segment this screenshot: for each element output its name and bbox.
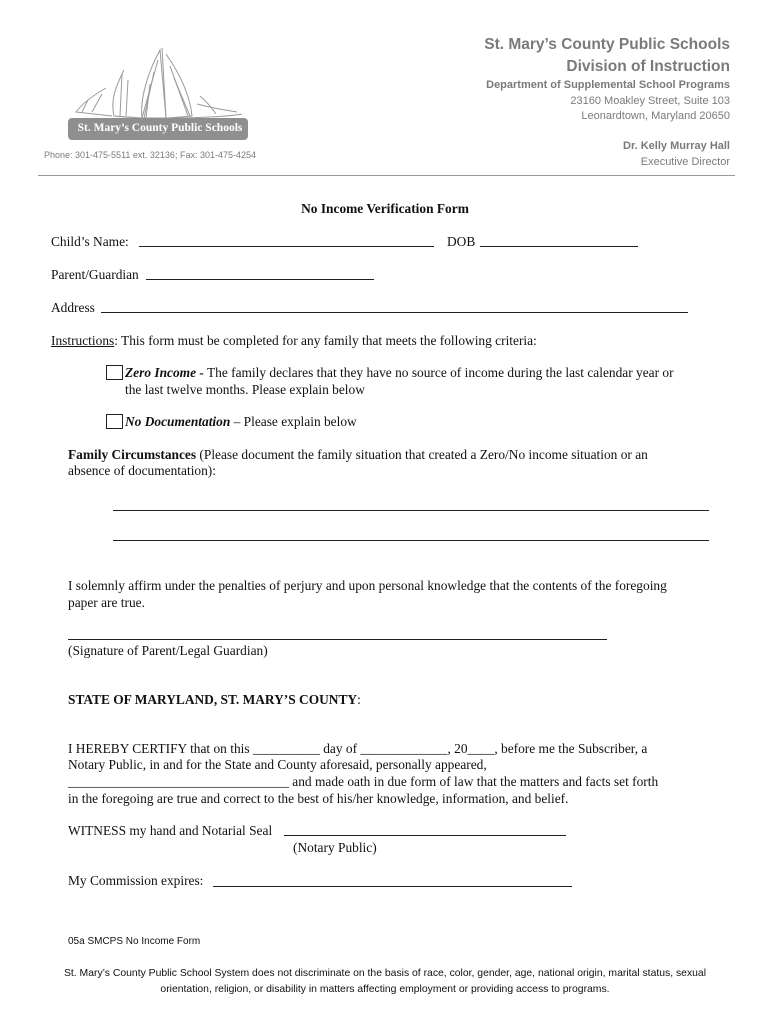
explanation-line-1[interactable]	[113, 510, 709, 511]
header-org: St. Mary’s County Public Schools	[484, 36, 730, 53]
family-circumstances-text2: absence of documentation):	[68, 463, 216, 478]
header-contact: Phone: 301-475-5511 ext. 32136; Fax: 301-475-4254	[44, 150, 256, 160]
child-name-row	[51, 233, 129, 250]
commission-label: My Commission expires:	[68, 873, 204, 888]
zero-income-title: Zero Income -	[125, 365, 204, 380]
footer-line-2: orientation, religion, or disability in matters affecting employment or providing access to programs.	[160, 984, 610, 995]
instructions-text: : This form must be completed for any family that meets the following criteria:	[114, 333, 537, 348]
dob-label: DOB	[447, 234, 476, 249]
logo-org-label: St. Mary’s County Public Schools	[77, 122, 243, 134]
header-address2: Leonardtown, Maryland 20650	[581, 110, 730, 122]
header-director-title: Executive Director	[640, 156, 730, 168]
signature-label: (Signature of Parent/Legal Guardian)	[68, 643, 268, 658]
notary-signature-field[interactable]	[284, 835, 566, 836]
no-documentation-checkbox[interactable]	[106, 414, 123, 429]
explanation-line-2[interactable]	[113, 540, 709, 541]
header-divider	[38, 175, 735, 176]
zero-income-text2: the last twelve months. Please explain below	[125, 382, 365, 397]
logo	[62, 44, 262, 144]
dob-field[interactable]	[480, 246, 638, 247]
family-circumstances-title: Family Circumstances	[68, 447, 197, 462]
affirm-line-2: paper are true.	[68, 595, 145, 610]
instructions-label: Instructions	[51, 333, 115, 348]
family-circumstances	[68, 446, 648, 463]
header-division: Division of Instruction	[566, 58, 730, 75]
no-documentation-title: No Documentation	[125, 414, 231, 429]
no-documentation-option	[106, 413, 357, 430]
certify-line-4: in the foregoing are true and correct to the best of his/her knowledge, information, and belief.	[68, 791, 569, 806]
zero-income-checkbox[interactable]	[106, 365, 123, 380]
notary-label: (Notary Public)	[293, 840, 377, 855]
form-title: No Income Verification Form	[301, 201, 469, 216]
signature-field[interactable]	[68, 639, 607, 640]
form-code: 05a SMCPS No Income Form	[68, 936, 201, 947]
state-heading-colon: :	[357, 692, 361, 707]
state-heading	[68, 691, 361, 708]
instructions	[51, 332, 537, 349]
certify-line-2: Notary Public, in and for the State and County aforesaid, personally appeared,	[68, 757, 487, 772]
child-name-field[interactable]	[139, 246, 434, 247]
header-department: Department of Supplemental School Programs	[486, 79, 730, 91]
family-circumstances-text: (Please document the family situation that created a Zero/No income situation or an	[196, 447, 648, 462]
address-label: Address	[51, 300, 95, 315]
certify-line-1: I HEREBY CERTIFY that on this __________ day of _____________, 20____, before me the Subscriber, a	[68, 741, 648, 756]
commission-field[interactable]	[213, 886, 572, 887]
witness-label: WITNESS my hand and Notarial Seal	[68, 823, 273, 838]
state-heading-text: STATE OF MARYLAND, ST. MARY’S COUNTY	[68, 692, 358, 707]
parent-label: Parent/Guardian	[51, 267, 139, 282]
header-director-name: Dr. Kelly Murray Hall	[623, 140, 730, 152]
no-documentation-text: – Please explain below	[230, 414, 357, 429]
affirm-line-1: I solemnly affirm under the penalties of perjury and upon personal knowledge that the contents of the foregoing	[68, 578, 667, 593]
zero-income-text: The family declares that they have no source of income during the last calendar year or	[203, 365, 674, 380]
footer-line-1: St. Mary’s County Public School System does not discriminate on the basis of race, color, gender, age, national origin, marital status, sexual	[63, 968, 707, 979]
parent-field[interactable]	[146, 279, 374, 280]
zero-income-option	[106, 364, 674, 381]
certify-line-3: _________________________________ and made oath in due form of law that the matters and facts set forth	[68, 774, 659, 789]
child-name-label: Child’s Name:	[51, 234, 129, 249]
header-address1: 23160 Moakley Street, Suite 103	[570, 95, 730, 107]
address-field[interactable]	[101, 312, 688, 313]
